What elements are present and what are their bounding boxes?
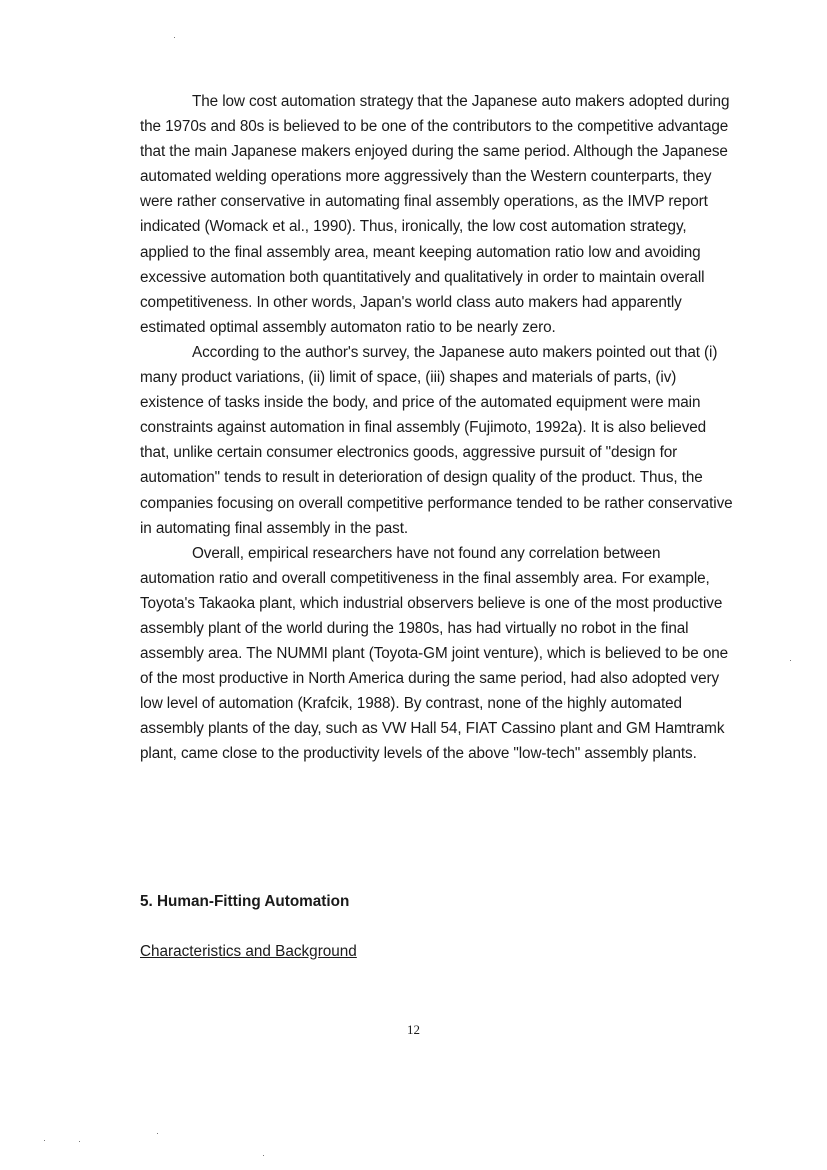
paragraph-author-survey: According to the author's survey, the Japanese auto makers pointed out that (i) many product variations, (ii) limit of space, (iii) shapes and materials of parts, (iv) existence of tasks inside the body, and price of the automated equipment were main constraints against automation in final assembly (Fujimoto, 1992a). It is also believed that, unlike certain consumer electronics goods, aggressive pursuit of "design for automation" tends to result in deterioration of design quality of the product. Thus, the companies focusing on overall competitive performance tended to be rather conservative in automating final assembly in the past.	[140, 343, 733, 537]
body-text	[140, 89, 736, 767]
scan-speck	[790, 660, 791, 661]
scan-speck	[79, 1141, 80, 1142]
scan-speck	[174, 37, 175, 38]
paragraph-low-cost-automation: The low cost automation strategy that the Japanese auto makers adopted during the 1970s and 80s is believed to be one of the contributors to the competitive advantage that the main Japanese makers enjoyed during the same period. Although the Japanese automated welding operations more aggressively than the Western counterparts, they were rather conservative in automating final assembly operations, as the IMVP report indicated (Womack et al., 1990). Thus, ironically, the low cost automation strategy, applied to the final assembly area, meant keeping automation ratio low and avoiding excessive automation both quantitatively and qualitatively in order to maintain overall competitiveness. In other words, Japan's world class auto makers had apparently estimated optimal assembly automaton ratio to be nearly zero.	[140, 93, 730, 336]
page-number: 12	[407, 1022, 420, 1037]
scan-speck	[44, 1140, 45, 1141]
section-heading: 5. Human-Fitting Automation	[140, 893, 350, 910]
scan-speck	[263, 1155, 264, 1156]
scan-speck	[157, 1133, 158, 1134]
paragraph-empirical-research: Overall, empirical researchers have not found any correlation between automation ratio and overall competitiveness in the final assembly area. For example, Toyota's Takaoka plant, which industrial observers believe is one of the most productive assembly plant of the world during the 1980s, has had virtually no robot in the final assembly area. The NUMMI plant (Toyota-GM joint venture), which is believed to be one of the most productive in North America during the same period, had also adopted very low level of automation (Krafcik, 1988). By contrast, none of the highly automated assembly plants of the day, such as VW Hall 54, FIAT Cassino plant and GM Hamtramk plant, came close to the productivity levels of the above "low-tech" assembly plants.	[140, 544, 729, 763]
subsection-heading: Characteristics and Background	[140, 943, 357, 960]
